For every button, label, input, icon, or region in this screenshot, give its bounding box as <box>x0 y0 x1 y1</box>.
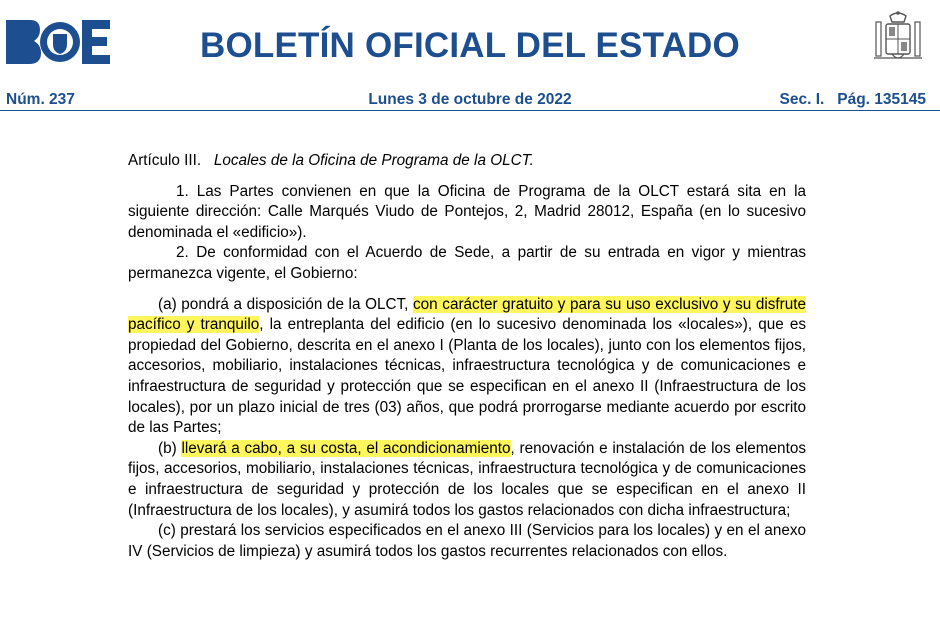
header-divider <box>0 110 940 111</box>
paragraph-1: 1. Las Partes convienen en que la Oficina de Programa de la OLCT estará sita en la siguiente dirección: Calle Marqués Viudo de Pontejos, 2, Madrid 28012, España (en lo sucesivo denominada el «edificio»). <box>128 182 806 241</box>
clause-a-highlight: con carácter gratuito y para su uso exclusivo y su disfrute pacífico y tranquilo <box>128 295 806 334</box>
paragraph-2: 2. De conformidad con el Acuerdo de Sede, a partir de su entrada en vigor y mientras permanezca vigente, el Gobierno: <box>128 244 806 282</box>
clause-b-prefix: (b) <box>158 439 182 457</box>
article-heading <box>128 151 806 172</box>
issue-date: Lunes 3 de octubre de 2022 <box>368 91 572 108</box>
article-label: Artículo III. <box>128 152 202 169</box>
clause-a <box>128 295 806 439</box>
coat-of-arms-icon <box>872 10 924 68</box>
section-label: Sec. I. <box>779 91 825 108</box>
section-page <box>780 90 927 110</box>
clause-a-prefix: (a) pondrá a disposición de la OLCT, <box>158 295 414 313</box>
clause-a-text: , la entreplanta del edificio (en lo sucesivo denominada los «locales»), que es propiedad del Gobierno, descrita en el anexo I (Planta de los locales), junto con los elementos fijos, accesorios, mobiliario, instalaciones técnicas, infraestructura tecnológica y de comunicaciones e infraestructura de seguridad y protección que se especifican en el anexo II (Infraestructura de los locales), por un plazo inicial de tres (03) años, que podrá prorrogarse mediante acuerdo por escrito de las Partes; <box>128 316 806 437</box>
clause-b-text: , renovación e instalación de los elementos fijos, accesorios, mobiliario, instalaciones técnicas, infraestructura tecnológica y de comunicaciones e infraestructura de seguridad y protección de los locales que se especifican en el anexo II (Infraestructura de los locales), y asumirá todos los gastos relacionados con dicha infraestructura; <box>128 439 806 519</box>
spacer <box>128 285 806 295</box>
publication-title: BOLETÍN OFICIAL DEL ESTADO <box>200 26 740 65</box>
issue-number: Núm. 237 <box>6 91 75 108</box>
document-body <box>128 151 806 562</box>
page-number: Pág. 135145 <box>837 91 926 108</box>
clause-c: (c) prestará los servicios especificados en el anexo III (Servicios para los locales) y en el anexo IV (Servicios de limpieza) y asumirá todos los gastos recurrentes relacionados con ellos. <box>128 522 806 560</box>
clause-b-highlight: llevará a cabo, a su costa, el acondicionamiento <box>181 439 511 457</box>
boe-logo <box>6 20 110 64</box>
article-title: Locales de la Oficina de Programa de la OLCT. <box>213 152 534 169</box>
clause-b <box>128 439 806 521</box>
spacer <box>128 172 806 182</box>
